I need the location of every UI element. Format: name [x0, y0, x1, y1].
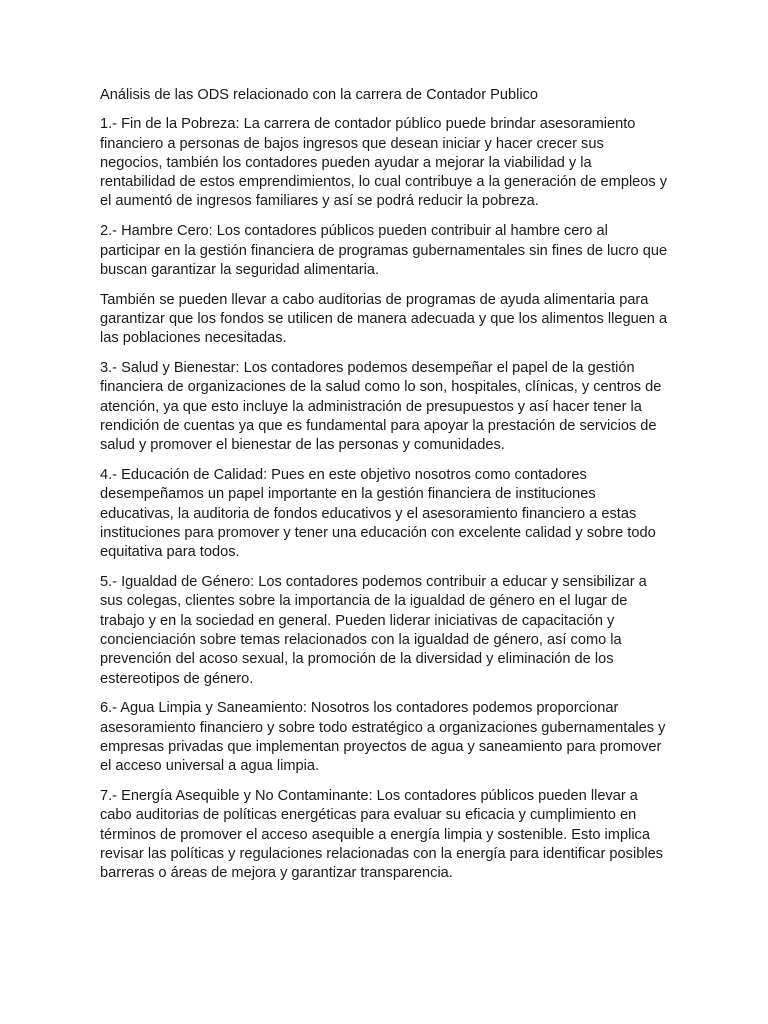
paragraph-energia-asequible: 7.- Energía Asequible y No Contaminante: Los contadores públicos pueden llevar a cabo auditorias de políticas energéticas para evaluar su eficacia y cumplimiento en términos de promover el acceso asequible a energía limpia y sostenible. Esto implica revisar las políticas y regulaciones relacionadas con la energía para identificar posibles barreras o áreas de mejora y garantizar transparencia.: [100, 788, 663, 882]
paragraph-educacion-de-calidad: 4.- Educación de Calidad: Pues en este objetivo nosotros como contadores desempeñamos un papel importante en la gestión financiera de instituciones educativas, la auditoria de fondos educativos y el asesoramiento financiero a estas instituciones para promover y tener una educación con excelente calidad y sobre todo equitativa para todos.: [100, 467, 656, 561]
document-page: [100, 86, 670, 894]
paragraph-auditorias-ayuda-alimentaria: También se pueden llevar a cabo auditorias de programas de ayuda alimentaria para garantizar que los fondos se utilicen de manera adecuada y que los alimentos lleguen a las poblaciones necesitadas.: [100, 291, 668, 347]
paragraph-hambre-cero: 2.- Hambre Cero: Los contadores públicos pueden contribuir al hambre cero al participar en la gestión financiera de programas gubernamentales sin fines de lucro que buscan garantizar la seguridad alimentaria.: [100, 223, 668, 278]
paragraph-salud-y-bienestar: 3.- Salud y Bienestar: Los contadores podemos desempeñar el papel de la gestión financiera de organizaciones de la salud como lo son, hospitales, clínicas, y centros de atención, ya que esto incluye la administración de presupuestos y así hacer tener la rendición de cuentas ya que es fundamental para apoyar la prestación de servicios de salud y promover el bienestar de las personas y comunidades.: [100, 360, 662, 454]
document-title: Análisis de las ODS relacionado con la carrera de Contador Publico: [100, 87, 539, 103]
paragraph-fin-de-la-pobreza: 1.- Fin de la Pobreza: La carrera de contador público puede brindar asesoramiento financiero a personas de bajos ingresos que desean iniciar y hacer crecer sus negocios, también los contadores pueden ayudar a mejorar la viabilidad y la rentabilidad de estos emprendimientos, lo cual contribuye a la generación de empleos y el aumentó de ingresos familiares y así se podrá reducir la pobreza.: [100, 116, 668, 210]
paragraph-agua-limpia: 6.- Agua Limpia y Saneamiento: Nosotros los contadores podemos proporcionar asesoramiento financiero y sobre todo estratégico a organizaciones gubernamentales y empresas privadas que implementan proyectos de agua y saneamiento para promover el acceso universal a agua limpia.: [100, 700, 666, 775]
paragraph-igualdad-de-genero: 5.- Igualdad de Género: Los contadores podemos contribuir a educar y sensibilizar a sus colegas, clientes sobre la importancia de la igualdad de género en el lugar de trabajo y en la sociedad en general. Pueden liderar iniciativas de capacitación y concienciación sobre temas relacionados con la igualdad de género, así como la prevención del acoso sexual, la promoción de la diversidad y eliminación de los estereotipos de género.: [100, 574, 647, 687]
